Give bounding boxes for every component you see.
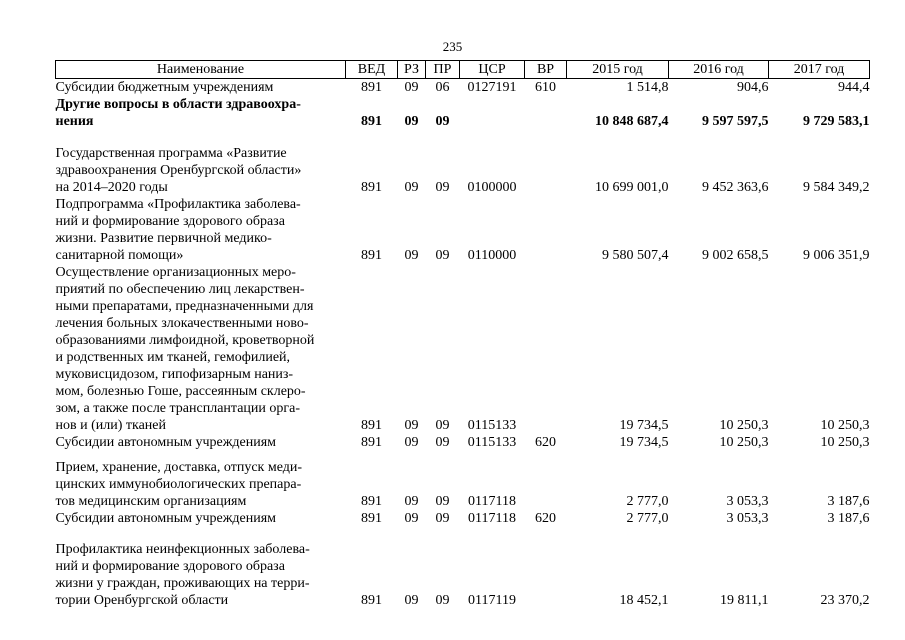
row-pr: 06 bbox=[435, 80, 450, 95]
row-ved: 891 bbox=[361, 511, 382, 526]
header-pr: ПР bbox=[426, 61, 460, 79]
row-csr: 0127191 bbox=[467, 80, 517, 95]
row-name: Подпрограмма «Профилактика заболева- ний и формирование здорового образа жизни. Развитие первичной медико- санитарной помощи» bbox=[55, 197, 301, 263]
row-pr: 09 bbox=[435, 511, 450, 526]
row-ved: 891 bbox=[361, 80, 382, 95]
row-rz: 09 bbox=[404, 248, 419, 263]
row-2016: 9 452 363,6 bbox=[702, 180, 769, 195]
row-csr: 0117118 bbox=[468, 494, 516, 509]
row-2016: 3 053,3 bbox=[726, 494, 769, 509]
row-ved: 891 bbox=[361, 435, 382, 450]
row-2015: 10 848 687,4 bbox=[595, 114, 669, 129]
table-row bbox=[56, 510, 870, 527]
header-csr: ЦСР bbox=[460, 61, 525, 79]
row-name: Субсидии автономным учреждениям bbox=[55, 511, 277, 526]
row-vr bbox=[525, 130, 567, 196]
page-number: 235 bbox=[442, 39, 463, 54]
row-2016: 9 597 597,5 bbox=[702, 114, 769, 129]
row-vr bbox=[525, 527, 567, 609]
header-name: Наименование bbox=[56, 61, 346, 79]
table-row bbox=[56, 196, 870, 264]
table-header-row bbox=[56, 61, 870, 79]
row-csr: 0115133 bbox=[467, 435, 517, 450]
row-rz: 09 bbox=[404, 435, 419, 450]
budget-table bbox=[55, 60, 870, 609]
row-rz: 09 bbox=[404, 593, 419, 608]
row-2017: 9 006 351,9 bbox=[803, 248, 870, 263]
row-csr: 0115133 bbox=[467, 418, 517, 433]
row-csr: 0100000 bbox=[467, 180, 517, 195]
row-2015: 2 777,0 bbox=[626, 511, 669, 526]
row-2015: 2 777,0 bbox=[626, 494, 669, 509]
row-pr: 09 bbox=[435, 494, 450, 509]
row-csr bbox=[460, 96, 525, 130]
row-csr: 0117118 bbox=[468, 511, 516, 526]
row-2017: 10 250,3 bbox=[820, 435, 870, 450]
row-2016: 904,6 bbox=[737, 80, 769, 95]
header-2015: 2015 год bbox=[567, 61, 669, 79]
header-ved: ВЕД bbox=[346, 61, 398, 79]
row-ved: 891 bbox=[361, 494, 382, 509]
row-name: Осуществление организационных меро- приятий по обеспечению лиц лекарствен- ными препаратами, предназначенными для лечения больных злокачественными ново- образованиями лимфоидной, кроветворной и родственных им тканей, гемофилией, муковисцидозом, гипофизарным наниз- мом, болезнью Гоше, рассеянным склеро- зом, а также после трансплантации орга- нов и (или) тканей bbox=[55, 265, 315, 433]
row-2017: 944,4 bbox=[838, 80, 870, 95]
row-2015: 18 452,1 bbox=[619, 593, 669, 608]
row-name: Профилактика неинфекционных заболева- ний и формирование здорового образа жизни у граждан, проживающих на терри- тории Оренбургской области bbox=[55, 542, 310, 608]
row-vr bbox=[525, 96, 567, 130]
row-vr: 610 bbox=[535, 80, 556, 95]
row-rz: 09 bbox=[404, 494, 419, 509]
row-ved: 891 bbox=[361, 418, 382, 433]
row-pr: 09 bbox=[435, 114, 450, 129]
row-2017: 3 187,6 bbox=[827, 511, 870, 526]
row-vr: 620 bbox=[535, 511, 556, 526]
row-2017: 9 729 583,1 bbox=[803, 114, 870, 129]
row-ved: 891 bbox=[361, 180, 382, 195]
row-2015: 9 580 507,4 bbox=[602, 248, 669, 263]
row-rz: 09 bbox=[404, 114, 419, 129]
row-2017: 23 370,2 bbox=[820, 593, 870, 608]
row-pr: 09 bbox=[435, 180, 450, 195]
row-2017: 9 584 349,2 bbox=[803, 180, 870, 195]
table-row bbox=[56, 451, 870, 510]
row-2015: 19 734,5 bbox=[619, 418, 669, 433]
row-rz: 09 bbox=[404, 511, 419, 526]
row-2017: 10 250,3 bbox=[820, 418, 870, 433]
row-name: Субсидии автономным учреждениям bbox=[55, 435, 277, 450]
table-row bbox=[56, 96, 870, 130]
row-name: Государственная программа «Развитие здравоохранения Оренбургской области» на 2014–2020 годы bbox=[55, 146, 302, 195]
table-row bbox=[56, 264, 870, 434]
row-csr: 0117119 bbox=[468, 593, 516, 608]
row-vr bbox=[525, 264, 567, 434]
row-2015: 10 699 001,0 bbox=[595, 180, 669, 195]
row-2016: 10 250,3 bbox=[719, 418, 769, 433]
row-rz: 09 bbox=[404, 418, 419, 433]
row-name: Прием, хранение, доставка, отпуск меди- цинских иммунобиологических препара- тов медицинским организациям bbox=[55, 460, 303, 509]
row-ved: 891 bbox=[361, 593, 382, 608]
header-rz: РЗ bbox=[398, 61, 426, 79]
table-row bbox=[56, 527, 870, 609]
header-2016: 2016 год bbox=[669, 61, 769, 79]
row-2017: 3 187,6 bbox=[827, 494, 870, 509]
row-name: Субсидии бюджетным учреждениям bbox=[55, 80, 274, 95]
row-2015: 19 734,5 bbox=[619, 435, 669, 450]
row-rz: 09 bbox=[404, 80, 419, 95]
row-2016: 19 811,1 bbox=[720, 593, 769, 608]
row-rz: 09 bbox=[404, 180, 419, 195]
header-vr: ВР bbox=[525, 61, 567, 79]
row-2015: 1 514,8 bbox=[626, 80, 669, 95]
table-row bbox=[56, 130, 870, 196]
row-pr: 09 bbox=[435, 593, 450, 608]
table-row bbox=[56, 434, 870, 451]
row-pr: 09 bbox=[435, 248, 450, 263]
row-ved: 891 bbox=[361, 114, 382, 129]
row-2016: 3 053,3 bbox=[726, 511, 769, 526]
row-csr: 0110000 bbox=[467, 248, 517, 263]
row-vr: 620 bbox=[535, 435, 556, 450]
row-vr bbox=[525, 196, 567, 264]
row-pr: 09 bbox=[435, 418, 450, 433]
header-2017: 2017 год bbox=[769, 61, 870, 79]
row-pr: 09 bbox=[435, 435, 450, 450]
row-2016: 9 002 658,5 bbox=[702, 248, 769, 263]
row-vr bbox=[525, 451, 567, 510]
row-2016: 10 250,3 bbox=[719, 435, 769, 450]
row-ved: 891 bbox=[361, 248, 382, 263]
table-row bbox=[56, 79, 870, 97]
row-name: Другие вопросы в области здравоохра- нения bbox=[55, 97, 301, 129]
